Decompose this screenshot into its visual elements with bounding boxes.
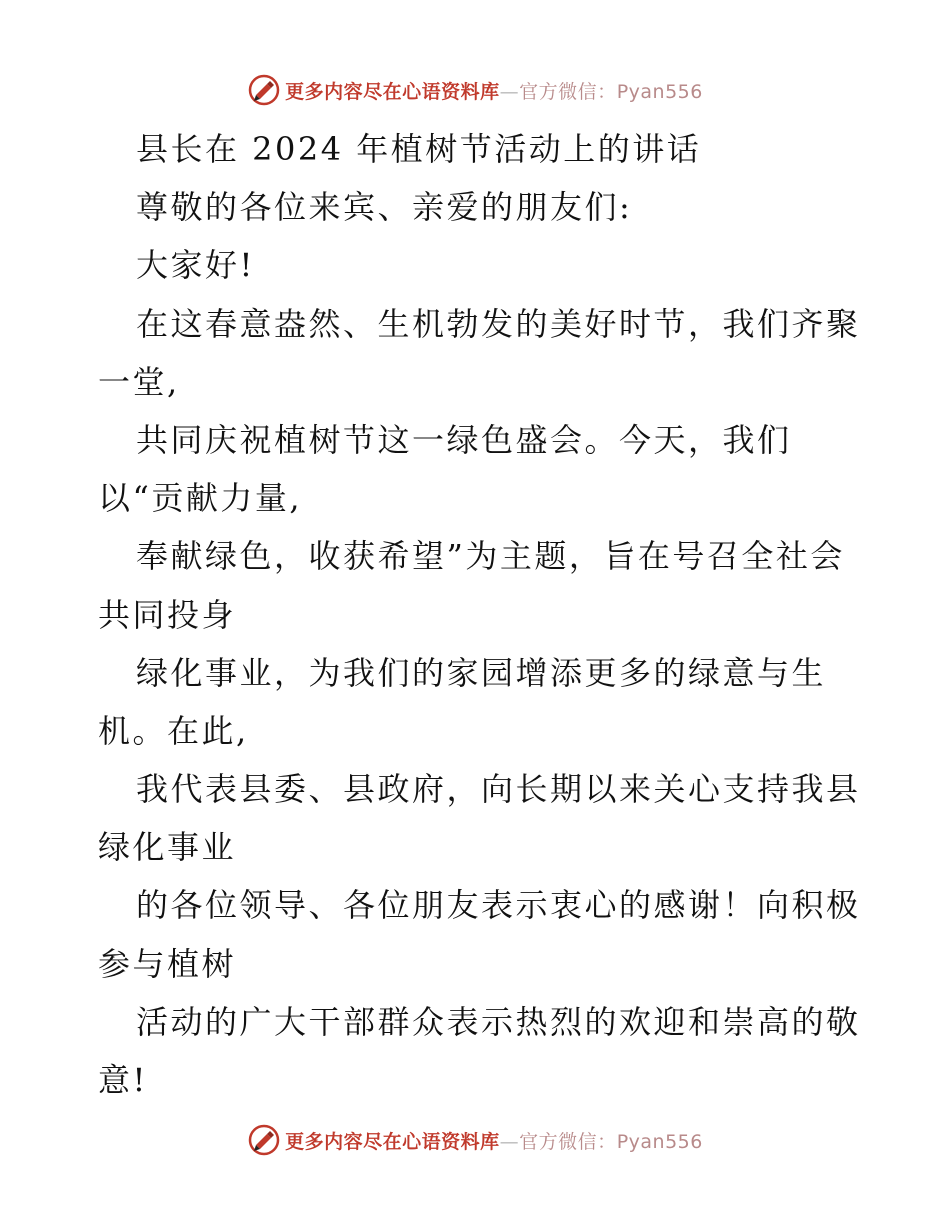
greeting: 大家好! bbox=[136, 246, 255, 285]
paragraph-line: 活动的广大干部群众表示热烈的欢迎和崇高的敬 bbox=[136, 1002, 861, 1041]
paragraph-line: 一堂, bbox=[98, 362, 180, 401]
pen-logo-icon bbox=[247, 73, 281, 107]
watermark-header bbox=[0, 70, 950, 110]
watermark-text: 更多内容尽在心语资料库—官方微信：Pyan556 bbox=[285, 80, 703, 103]
watermark-footer bbox=[0, 1120, 950, 1160]
watermark-text: 更多内容尽在心语资料库—官方微信：Pyan556 bbox=[285, 1130, 703, 1153]
paragraph-line: 我代表县委、县政府，向长期以来关心支持我县 bbox=[136, 770, 861, 809]
pen-logo-icon bbox=[247, 1123, 281, 1157]
paragraph-line: 奉献绿色，收获希望”为主题，旨在号召全社会 bbox=[136, 537, 845, 576]
salutation: 尊敬的各位来宾、亲爱的朋友们: bbox=[136, 188, 633, 227]
paragraph-line: 参与植树 bbox=[98, 944, 237, 983]
paragraph-line: 共同庆祝植树节这一绿色盛会。今天，我们 bbox=[136, 420, 792, 459]
paragraph-line: 绿化事业 bbox=[98, 828, 237, 867]
paragraph-line: 绿化事业，为我们的家园增添更多的绿意与生 bbox=[136, 653, 827, 692]
document-title: 县长在 2024 年植树节活动上的讲话 bbox=[136, 130, 702, 168]
paragraph-line: 的各位领导、各位朋友表示衷心的感谢！向积极 bbox=[136, 886, 861, 925]
paragraph-line: 共同投身 bbox=[98, 595, 237, 634]
paragraph-line: 在这春意盎然、生机勃发的美好时节，我们齐聚 bbox=[136, 304, 861, 343]
paragraph-line: 机。在此, bbox=[98, 711, 249, 750]
paragraph-line: 意! bbox=[98, 1061, 148, 1099]
paragraph-line: 以“贡献力量, bbox=[98, 479, 303, 518]
speech-document bbox=[98, 120, 861, 1109]
